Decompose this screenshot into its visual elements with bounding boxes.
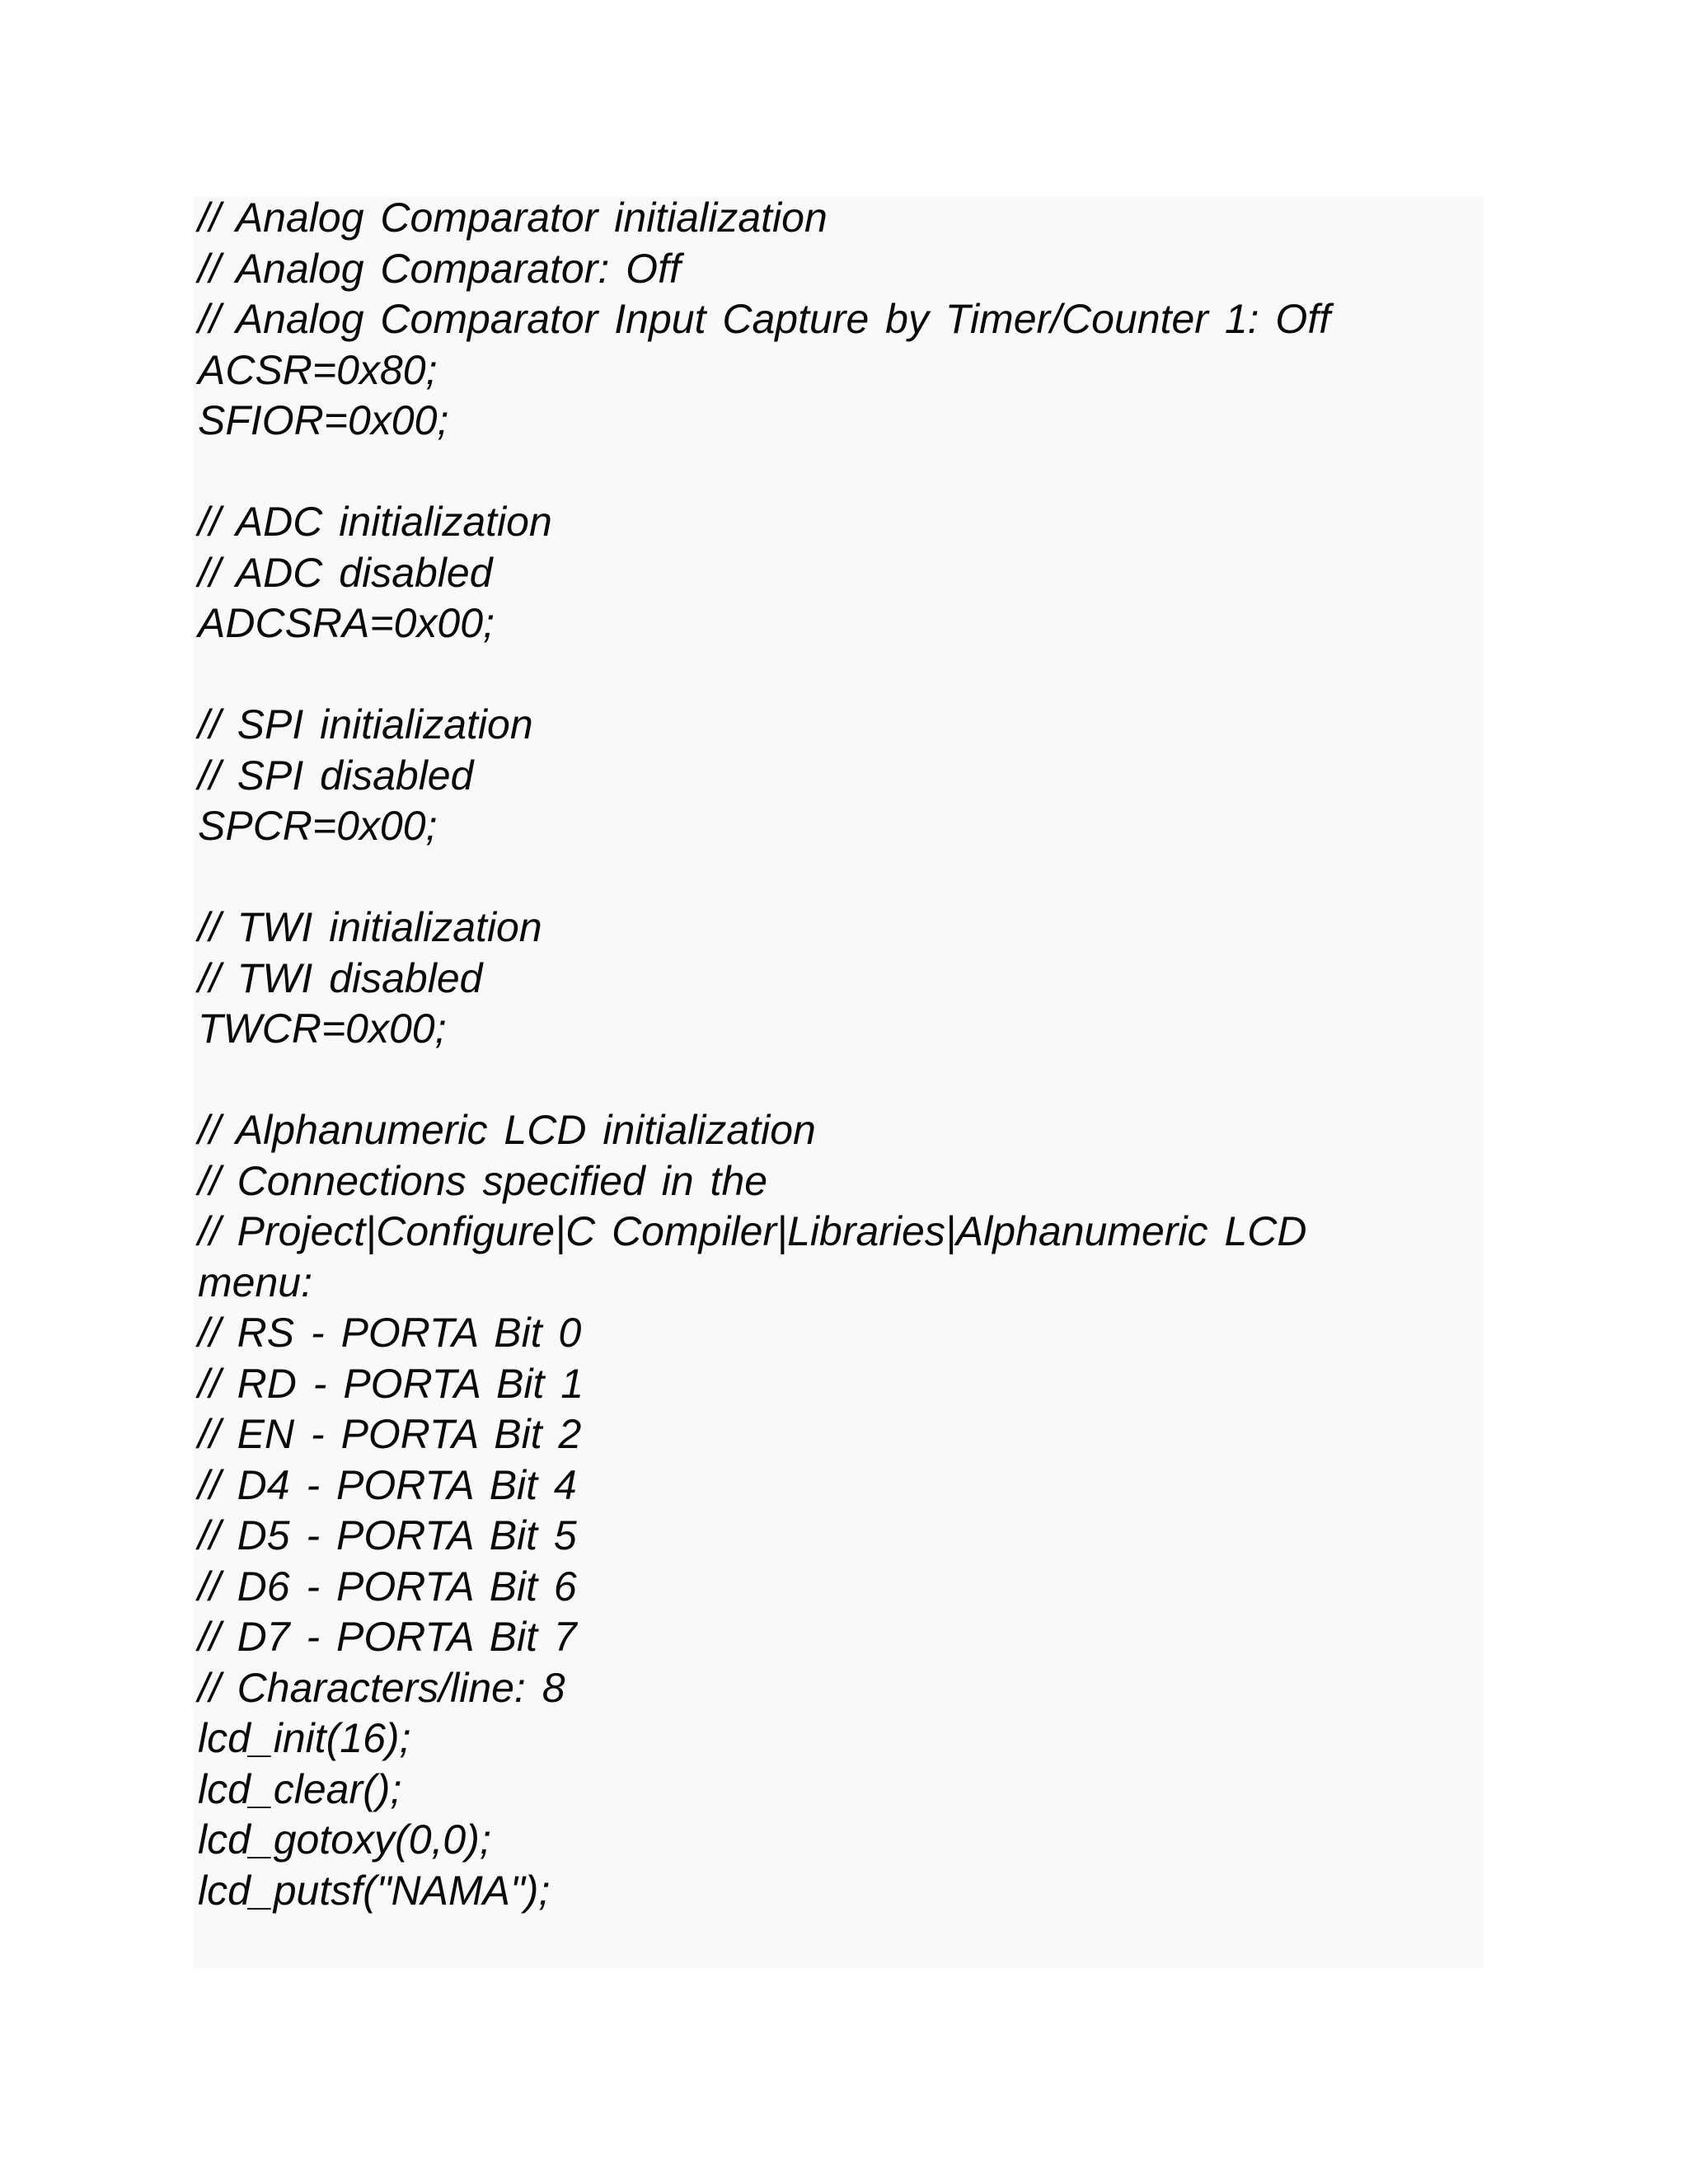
code-line: lcd_gotoxy(0,0);: [198, 1816, 491, 1863]
code-line: // Analog Comparator Input Capture by Timer/Counter 1: Off: [198, 296, 1331, 342]
code-line: // SPI disabled: [198, 752, 474, 799]
code-listing: [198, 193, 1330, 1916]
code-line: lcd_putsf("NAMA");: [198, 1867, 551, 1914]
code-line: // TWI initialization: [198, 904, 542, 950]
code-line: // Connections specified in the: [198, 1157, 768, 1204]
code-line: // Alphanumeric LCD initialization: [198, 1107, 816, 1153]
code-line: // Characters/line: 8: [198, 1664, 565, 1711]
code-line: menu:: [198, 1258, 312, 1305]
code-line: // D5 - PORTA Bit 5: [198, 1512, 577, 1558]
code-line: // SPI initialization: [198, 701, 533, 748]
code-line: // Project|Configure|C Compiler|Libraries|Alphanumeric LCD: [198, 1208, 1307, 1254]
code-line: ADCSRA=0x00;: [198, 600, 495, 646]
code-line: // Analog Comparator initialization: [198, 194, 828, 241]
code-line: // RD - PORTA Bit 1: [198, 1360, 584, 1407]
code-line: // ADC disabled: [198, 549, 493, 596]
code-line: lcd_init(16);: [198, 1715, 411, 1761]
code-line: // TWI disabled: [198, 954, 483, 1001]
code-line: // D4 - PORTA Bit 4: [198, 1461, 577, 1508]
blank-line: [198, 649, 1330, 701]
code-line: // Analog Comparator: Off: [198, 245, 681, 292]
code-line: // D6 - PORTA Bit 6: [198, 1563, 577, 1610]
code-line: lcd_clear();: [198, 1765, 402, 1812]
code-line: ACSR=0x80;: [198, 346, 438, 393]
blank-line: [198, 852, 1330, 903]
code-line: SPCR=0x00;: [198, 803, 438, 849]
code-line: SFIOR=0x00;: [198, 397, 449, 443]
code-line: // EN - PORTA Bit 2: [198, 1411, 582, 1457]
code-line: TWCR=0x00;: [198, 1005, 447, 1052]
blank-line: [198, 447, 1330, 498]
blank-line: [198, 1055, 1330, 1106]
code-line: // ADC initialization: [198, 499, 552, 545]
code-line: // RS - PORTA Bit 0: [198, 1310, 582, 1356]
code-line: // D7 - PORTA Bit 7: [198, 1614, 577, 1660]
